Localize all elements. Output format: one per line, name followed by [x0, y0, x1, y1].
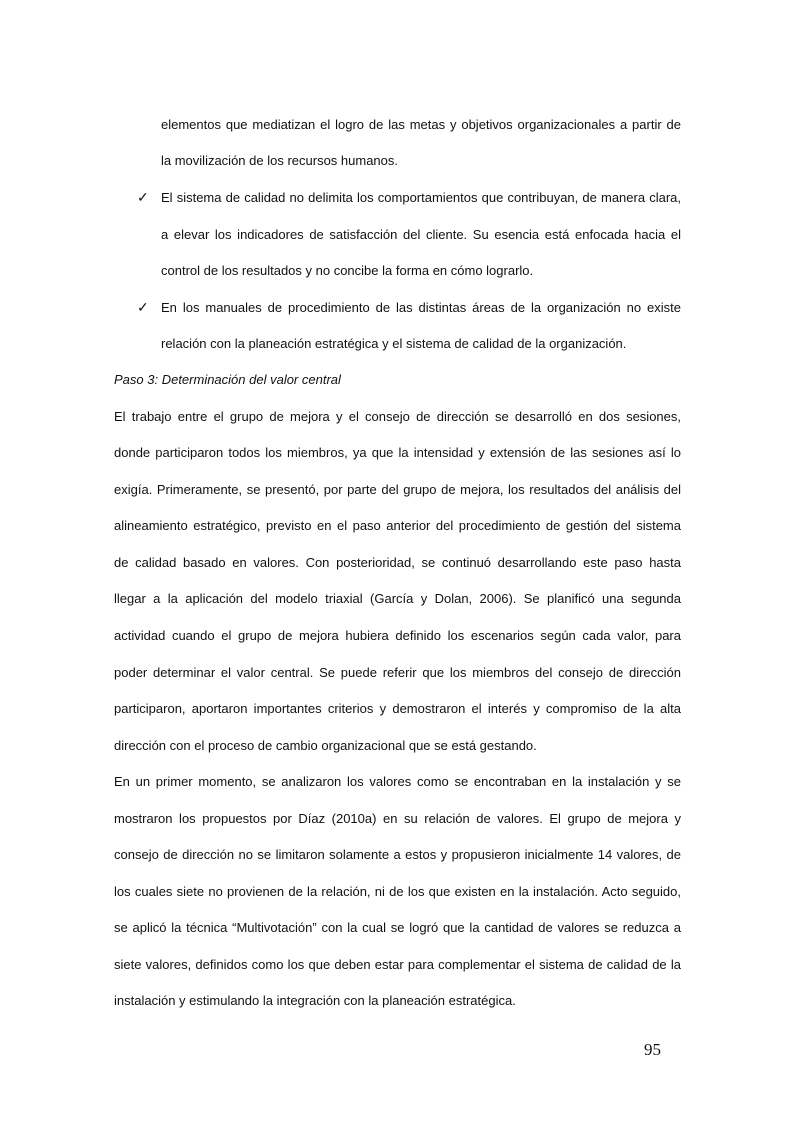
paragraph-line: exigía. Primeramente, se presentó, por parte del grupo de mejora, los resultados del análisis del	[114, 482, 681, 497]
paragraph-line: dirección con el proceso de cambio organizacional que se está gestando.	[114, 738, 537, 753]
paragraph-line: poder determinar el valor central. Se puede referir que los miembros del consejo de dirección	[114, 665, 681, 680]
text-line: elementos que mediatizan el logro de las metas y objetivos organizacionales a partir de	[161, 117, 681, 132]
text-line: la movilización de los recursos humanos.	[161, 153, 398, 168]
paragraph-line: mostraron los propuestos por Díaz (2010a) en su relación de valores. El grupo de mejora y	[114, 811, 681, 826]
paragraph-line: donde participaron todos los miembros, ya que la intensidad y extensión de las sesiones así lo	[114, 445, 681, 460]
paragraph-line: actividad cuando el grupo de mejora hubiera definido los escenarios según cada valor, para	[114, 628, 681, 643]
page-number: 95	[644, 1040, 661, 1059]
paragraph-line: llegar a la aplicación del modelo triaxial (García y Dolan, 2006). Se planificó una segunda	[114, 591, 681, 606]
paragraph-line: El trabajo entre el grupo de mejora y el consejo de dirección se desarrolló en dos sesiones,	[114, 409, 681, 424]
section-heading: Paso 3: Determinación del valor central	[114, 372, 341, 387]
paragraph-line: se aplicó la técnica “Multivotación” con la cual se logró que la cantidad de valores se reduzca a	[114, 920, 681, 935]
paragraph-line: participaron, aportaron importantes criterios y demostraron el interés y compromiso de la alta	[114, 701, 681, 716]
paragraph-line: En un primer momento, se analizaron los valores como se encontraban en la instalación y se	[114, 774, 681, 789]
paragraph-line: siete valores, definidos como los que deben estar para complementar el sistema de calidad de la	[114, 957, 681, 972]
bullet-line: En los manuales de procedimiento de las distintas áreas de la organización no existe	[161, 300, 681, 315]
bullet-line: El sistema de calidad no delimita los comportamientos que contribuyan, de manera clara,	[161, 190, 681, 205]
paragraph-line: consejo de dirección no se limitaron solamente a estos y propusieron inicialmente 14 valores, de	[114, 847, 681, 862]
checkmark-icon: ✓	[137, 299, 149, 315]
paragraph-line: los cuales siete no provienen de la relación, ni de los que existen en la instalación. Acto seguido,	[114, 884, 681, 899]
bullet-line: relación con la planeación estratégica y el sistema de calidad de la organización.	[161, 336, 627, 351]
paragraph-line: alineamiento estratégico, previsto en el paso anterior del procedimiento de gestión del sistema	[114, 518, 681, 533]
bullet-line: a elevar los indicadores de satisfacción del cliente. Su esencia está enfocada hacia el	[161, 227, 681, 242]
paragraph-line: instalación y estimulando la integración con la planeación estratégica.	[114, 993, 516, 1008]
checkmark-icon: ✓	[137, 189, 149, 205]
bullet-line: control de los resultados y no concibe la forma en cómo lograrlo.	[161, 263, 534, 278]
paragraph-line: de calidad basado en valores. Con posterioridad, se continuó desarrollando este paso hasta	[114, 555, 681, 570]
